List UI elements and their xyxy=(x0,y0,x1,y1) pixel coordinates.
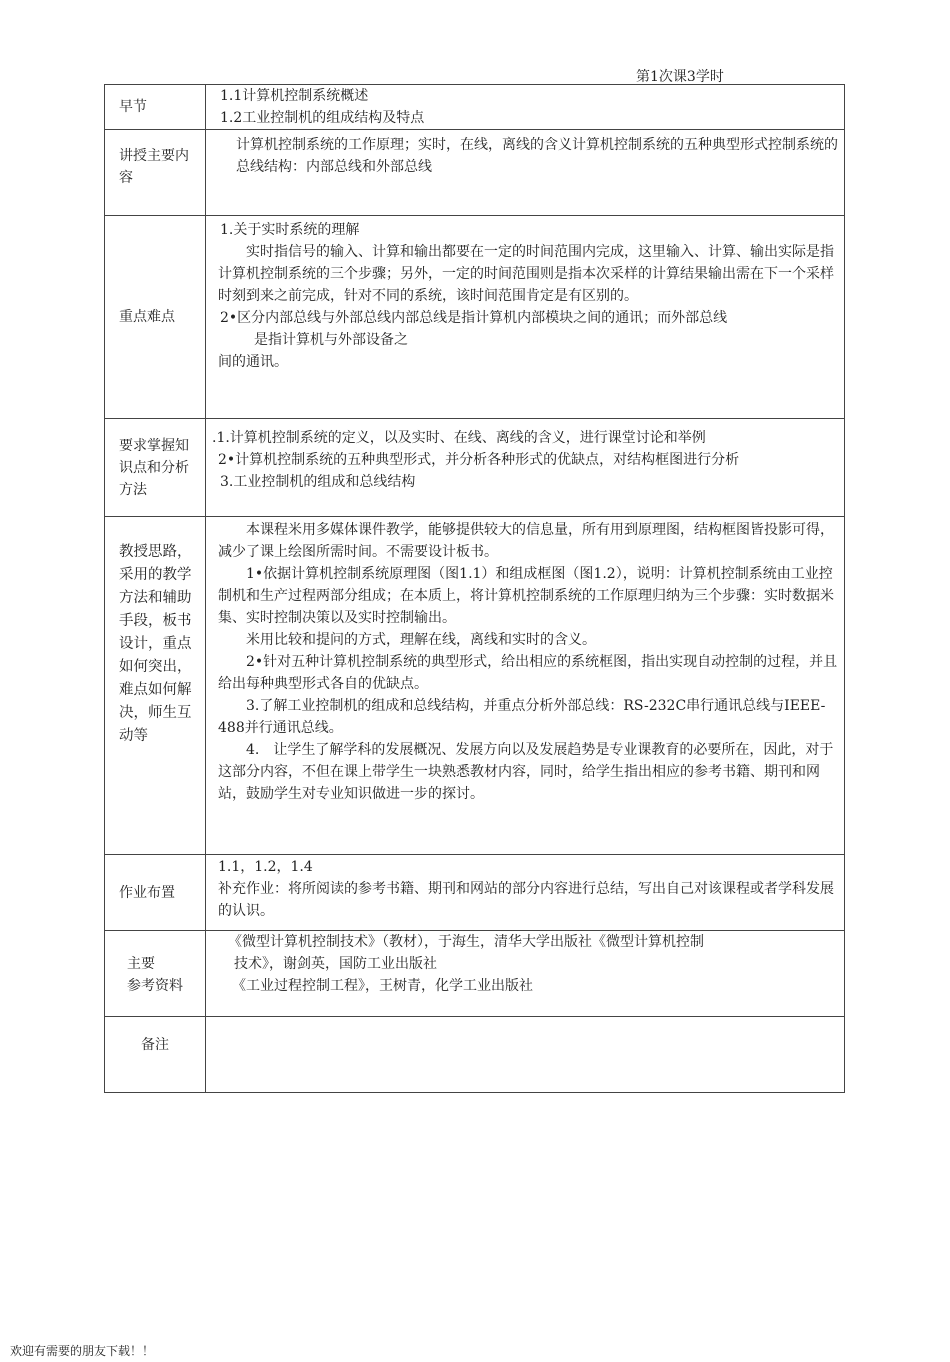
reference-line-2: 技术》，谢剑英，国防工业出版社 xyxy=(234,956,437,972)
teaching-paragraph-6: 4. 让学生了解学科的发展概况、发展方向以及发展趋势是专业课教育的必要所在，因此，对于这部分内容，不但在课上带学生一块熟悉教材内容，同时，给学生指出相应的参考书籍、期刊和网站，鼓励学生对专业知识做进一步的探讨。 xyxy=(218,742,834,802)
row-content-references xyxy=(206,931,845,1017)
teaching-paragraph-1: 本课程米用多媒体课件教学，能够提供较大的信息量，所有用到原理图，结构框图皆投影可得，减少了课上绘图所需时间。不需要设计板书。 xyxy=(218,522,834,560)
row-label-homework: 作业布置 xyxy=(105,855,206,931)
table-row-chapter xyxy=(105,85,845,130)
footer-note: 欢迎有需要的朋友下载！！ xyxy=(10,1344,155,1358)
row-content-chapter xyxy=(206,85,845,130)
row-label-teaching-approach: 教授思路，采用的教学方法和辅助手段，板书设计，重点如何突出，难点如何解决，师生互动等 xyxy=(105,517,206,855)
row-content-homework xyxy=(206,855,845,931)
teaching-paragraph-2: 1•依据计算机控制系统原理图（图1.1）和组成框图（图1.2），说明：计算机控制系统由工业控制机和生产过程两部分组成；在本质上，将计算机控制系统的工作原理归纳为三个步骤：实时数据米集、实时控制决策以及实时控制输出。 xyxy=(218,566,834,626)
row-content-remarks xyxy=(206,1017,845,1093)
reference-line-1: 《微型计算机控制技术》（教材），于海生，清华大学出版社《微型计算机控制 xyxy=(228,934,704,950)
lesson-plan-table xyxy=(104,84,845,1093)
homework-supplement: 补充作业：将所阅读的参考书籍、期刊和网站的部分内容进行总结，写出自己对该课程或者学科发展的认识。 xyxy=(218,881,834,919)
references-label-line-2: 参考资料 xyxy=(127,978,183,994)
knowledge-item-2: 2•计算机控制系统的五种典型形式，并分析各种形式的优缺点，对结构框图进行分析 xyxy=(218,452,740,468)
main-content-text: 计算机控制系统的工作原理；实时，在线，离线的含义计算机控制系统的五种典型形式控制系统的总线结构：内部总线和外部总线 xyxy=(236,137,838,175)
key-points-heading-1: 1.关于实时系统的理解 xyxy=(220,222,360,238)
session-hours-note: 第1次课3学时 xyxy=(636,69,724,85)
key-points-paragraph-2-cont: 是指计算机与外部设备之 xyxy=(254,332,408,348)
reference-line-3: 《工业过程控制工程》，王树青，化学工业出版社 xyxy=(232,978,533,994)
row-label-required-knowledge: 要求掌握知识点和分析方法 xyxy=(105,419,206,517)
table-row-homework xyxy=(105,855,845,931)
knowledge-item-1: .1.计算机控制系统的定义，以及实时、在线、离线的含义，进行课堂讨论和举例 xyxy=(212,430,706,446)
teaching-paragraph-3: 米用比较和提问的方式，理解在线，离线和实时的含义。 xyxy=(246,632,596,648)
row-label-main-content: 讲授主要内容 xyxy=(105,130,206,216)
knowledge-item-3: 3.工业控制机的组成和总线结构 xyxy=(220,474,416,490)
table-row-key-points xyxy=(105,216,845,419)
row-content-key-points xyxy=(206,216,845,419)
teaching-paragraph-5: 3.了解工业控制机的组成和总线结构，并重点分析外部总线：RS-232C串行通讯总线与IEEE-488并行通讯总线。 xyxy=(218,698,826,736)
row-label-remarks: 备注 xyxy=(105,1017,206,1093)
row-label-chapter: 早节 xyxy=(105,85,206,130)
chapter-line-2: 1.2工业控制机的组成结构及特点 xyxy=(220,110,425,126)
row-label-references xyxy=(105,931,206,1017)
teaching-paragraph-4: 2•针对五种计算机控制系统的典型形式，给出相应的系统框图，指出实现自动控制的过程，并且给出每种典型形式各自的优缺点。 xyxy=(218,654,838,692)
table-row-references xyxy=(105,931,845,1017)
chapter-line-1: 1.1计算机控制系统概述 xyxy=(220,88,369,104)
key-points-paragraph-2-end: 间的通讯。 xyxy=(218,354,288,370)
key-points-paragraph-2: 2•区分内部总线与外部总线内部总线是指计算机内部模块之间的通讯；而外部总线 xyxy=(220,310,728,326)
table-row-remarks xyxy=(105,1017,845,1093)
references-label-line-1: 主要 xyxy=(127,956,155,972)
row-label-key-points: 重点难点 xyxy=(105,216,206,419)
row-content-teaching-approach xyxy=(206,517,845,855)
homework-exercises: 1.1，1.2，1.4 xyxy=(218,859,313,875)
table-row-teaching-approach xyxy=(105,517,845,855)
table-row-main-content xyxy=(105,130,845,216)
row-content-main-content xyxy=(206,130,845,216)
key-points-paragraph-1: 实时指信号的输入、计算和输出都要在一定的时间范围内完成，这里输入、计算、输出实际是指计算机控制系统的三个步骤；另外，一定的时间范围则是指本次采样的计算结果输出需在下一个采样时刻到来之前完成，针对不同的系统，该时间范围肯定是有区别的。 xyxy=(218,244,834,304)
row-content-required-knowledge xyxy=(206,419,845,517)
table-row-required-knowledge xyxy=(105,419,845,517)
